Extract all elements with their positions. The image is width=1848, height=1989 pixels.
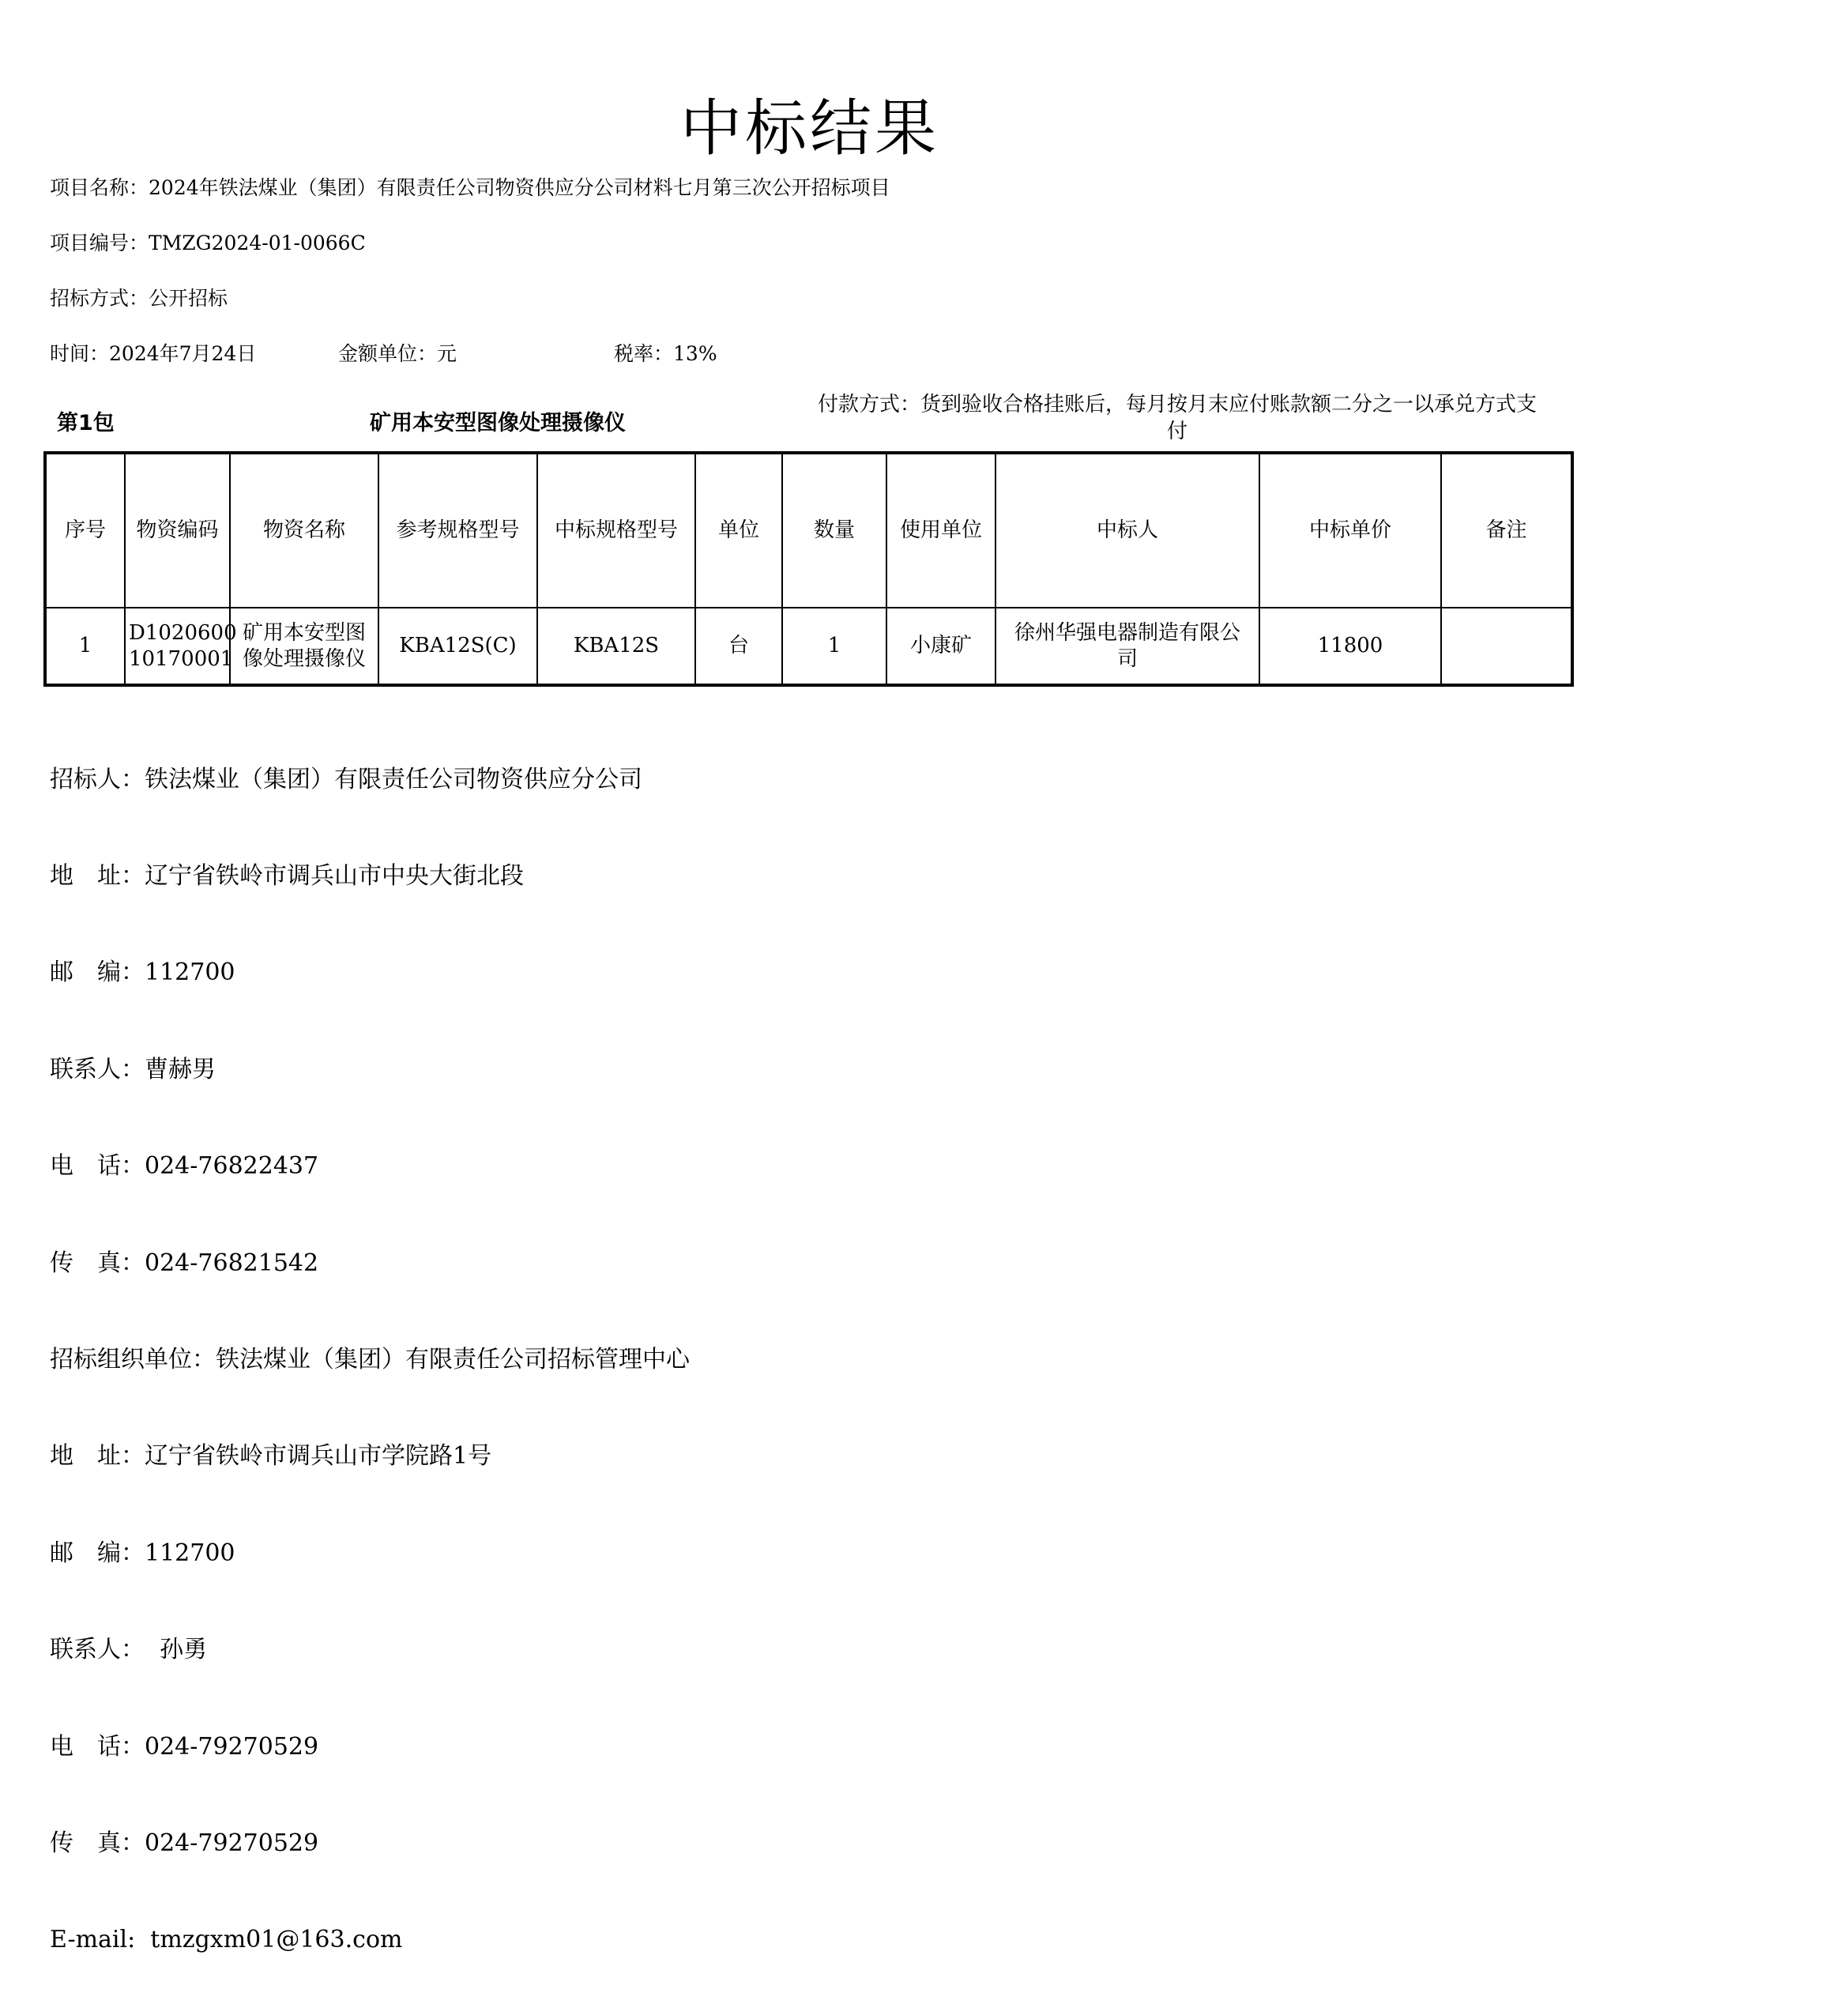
col-header-remark: 备注 xyxy=(1441,453,1572,608)
tax-rate-field xyxy=(614,338,717,367)
project-name-label: 项目名称： xyxy=(50,176,149,199)
cell-material-code-line1: D1020600 xyxy=(129,620,237,645)
cell-material-name xyxy=(230,608,378,685)
cell-material-name-line2: 像处理摄像仪 xyxy=(242,646,366,671)
contact-line-fax: 传 真：024-76821542 xyxy=(50,1249,319,1277)
bid-result-table xyxy=(43,451,1574,687)
contact-line-agency-fax: 传 真：024-79270529 xyxy=(50,1829,319,1857)
package-name: 矿用本安型图像处理摄像仪 xyxy=(370,411,626,435)
cell-material-name-line1: 矿用本安型图 xyxy=(242,620,366,645)
col-header-unit: 单位 xyxy=(695,453,782,608)
contact-block xyxy=(50,699,690,1989)
col-header-winner: 中标人 xyxy=(996,453,1259,608)
cell-winner xyxy=(996,608,1259,685)
payment-terms-line2: 付 xyxy=(1166,420,1187,443)
cell-seq: 1 xyxy=(45,608,125,685)
bid-method: 公开招标 xyxy=(149,287,228,310)
col-header-ref-spec: 参考规格型号 xyxy=(378,453,537,608)
cell-bid-spec: KBA12S xyxy=(537,608,695,685)
cell-material-code-line2: 10170001 xyxy=(129,646,234,671)
amount-unit-field xyxy=(338,338,457,367)
contact-line-postcode: 邮 编：112700 xyxy=(50,959,235,987)
cell-unit: 台 xyxy=(695,608,782,685)
project-name-line xyxy=(50,172,890,201)
cell-winner-line2: 司 xyxy=(1116,646,1138,671)
amount-unit-label: 金额单位： xyxy=(338,342,438,365)
project-code-line xyxy=(50,228,366,256)
date-field xyxy=(50,338,256,367)
contact-line-agency-phone: 电 话：024-79270529 xyxy=(50,1732,319,1761)
col-header-material-code: 物资编码 xyxy=(125,453,230,608)
col-header-bid-spec: 中标规格型号 xyxy=(537,453,695,608)
cell-unit-price: 11800 xyxy=(1259,608,1441,685)
cell-ref-spec: KBA12S(C) xyxy=(378,608,537,685)
col-header-user-unit: 使用单位 xyxy=(886,453,996,608)
bid-method-label: 招标方式： xyxy=(50,287,149,310)
payment-terms xyxy=(786,391,1568,445)
contact-line-agency-person: 联系人： 孙勇 xyxy=(50,1636,208,1664)
col-header-material-name: 物资名称 xyxy=(230,453,378,608)
contact-line-address: 地 址：辽宁省铁岭市调兵山市中央大街北段 xyxy=(50,861,524,890)
contact-line-person: 联系人：曹赫男 xyxy=(50,1055,216,1083)
contact-line-phone: 电 话：024-76822437 xyxy=(50,1152,319,1181)
contact-line-agency-address: 地 址：辽宁省铁岭市调兵山市学院路1号 xyxy=(50,1442,492,1471)
date-value: 2024年7月24日 xyxy=(109,342,257,365)
contact-line-agency: 招标组织单位：铁法煤业（集团）有限责任公司招标管理中心 xyxy=(50,1345,690,1373)
contact-line-email: E-mail: tmzgxm01@163.com xyxy=(50,1926,403,1954)
page-title: 中标结果 xyxy=(679,93,939,164)
tax-rate-label: 税率： xyxy=(614,342,674,365)
cell-quantity: 1 xyxy=(782,608,886,685)
col-header-seq: 序号 xyxy=(45,453,125,608)
package-label: 第1包 xyxy=(57,411,115,435)
contact-line-tenderer: 招标人：铁法煤业（集团）有限责任公司物资供应分公司 xyxy=(50,765,642,793)
bid-method-line xyxy=(50,283,228,311)
table-row xyxy=(45,608,1572,685)
amount-unit-value: 元 xyxy=(437,342,457,365)
contact-line-agency-postcode: 邮 编：112700 xyxy=(50,1539,235,1567)
project-code: TMZG2024-01-0066C xyxy=(149,232,366,254)
cell-remark xyxy=(1441,608,1572,685)
cell-material-code xyxy=(125,608,237,685)
table-header-row xyxy=(45,453,1572,608)
project-name: 2024年铁法煤业（集团）有限责任公司物资供应分公司材料七月第三次公开招标项目 xyxy=(149,176,890,199)
cell-winner-line1: 徐州华强电器制造有限公 xyxy=(1014,620,1240,645)
date-label: 时间： xyxy=(50,342,110,365)
project-code-label: 项目编号： xyxy=(50,232,149,254)
payment-terms-line1: 付款方式：货到验收合格挂账后，每月按月末应付账款额二分之一以承兑方式支 xyxy=(817,393,1537,416)
col-header-unit-price: 中标单价 xyxy=(1259,453,1441,608)
col-header-quantity: 数量 xyxy=(782,453,886,608)
cell-user-unit: 小康矿 xyxy=(886,608,996,685)
tax-rate-value: 13% xyxy=(673,342,717,365)
